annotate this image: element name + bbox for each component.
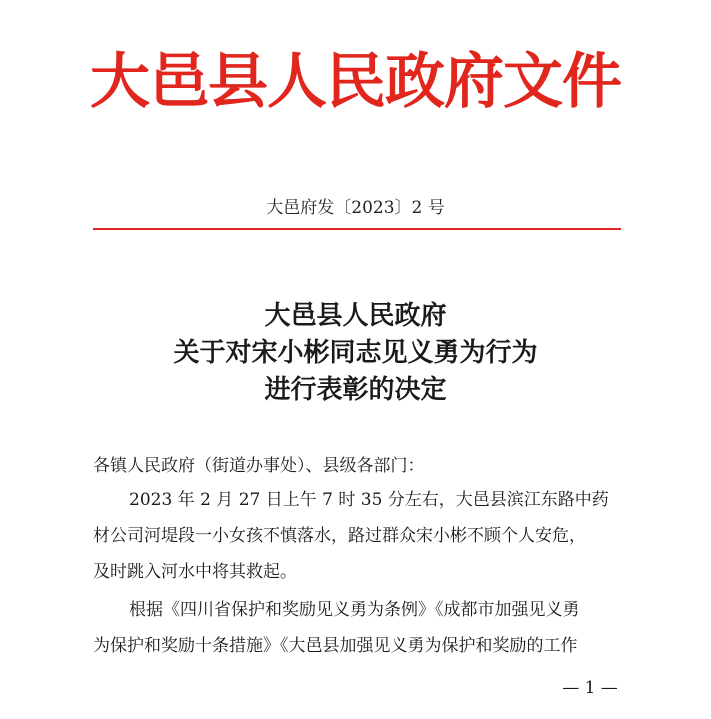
red-divider-line: [93, 228, 621, 230]
salutation: 各镇人民政府（街道办事处）、县级各部门：: [93, 456, 425, 476]
document-number: 大邑府发〔2023〕2 号: [266, 198, 445, 218]
paragraph-line: 根据《四川省保护和奖励见义勇为条例》《成都市加强见义勇: [129, 600, 580, 620]
title-line: 大邑县人民政府: [264, 301, 447, 331]
paragraph-line: 为保护和奖励十条措施》《大邑县加强见义勇为保护和奖励的工作: [93, 636, 578, 656]
page-number: — 1 —: [562, 678, 618, 698]
paragraph-line: 材公司河堤段一小女孩不慎落水，路过群众宋小彬不顾个人安危，: [93, 526, 586, 546]
body-paragraph: [93, 482, 633, 590]
title-line: 关于对宋小彬同志见义勇为行为: [173, 338, 538, 368]
issuer-red-header: 大邑县人民政府文件: [90, 47, 621, 117]
paragraph-line: 2023 年 2 月 27 日上午 7 时 35 分左右，大邑县滨江东路中药: [129, 490, 609, 510]
title-line: 进行表彰的决定: [264, 375, 447, 405]
document-title: [0, 298, 711, 409]
paragraph-line: 及时跳入河水中将其救起。: [93, 562, 297, 582]
body-paragraph: [93, 592, 633, 664]
